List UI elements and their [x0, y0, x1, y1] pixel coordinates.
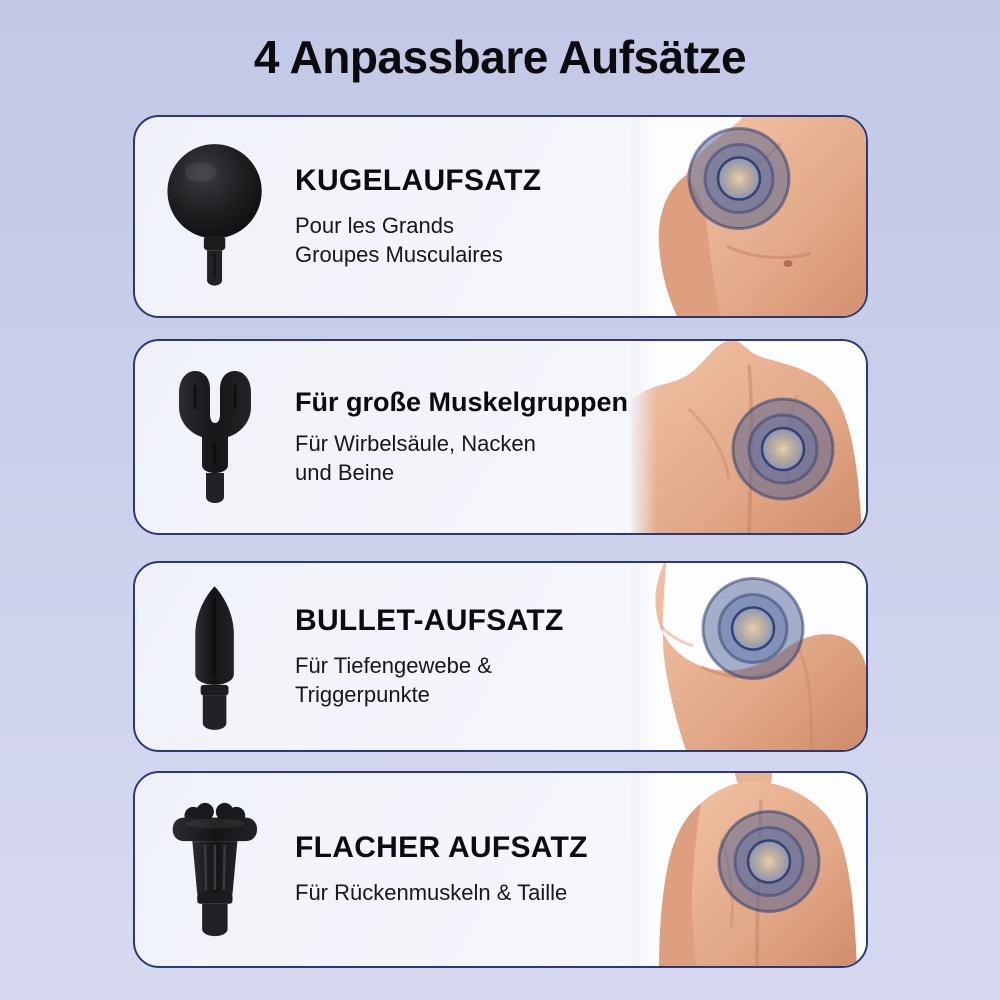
page-title: 4 Anpassbare Aufsätze [253, 31, 747, 83]
card-ball-attachment [133, 115, 868, 318]
ball-attachment-icon [135, 142, 295, 292]
description-line: Für Rückenmuskeln & Taille [295, 880, 568, 906]
card-bullet-attachment [133, 561, 868, 752]
description-line: Groupes Musculaires [295, 242, 503, 267]
description-line: und Beine [295, 460, 395, 485]
body-photo-flexed-bicep [631, 563, 866, 750]
card-flat-attachment [133, 771, 868, 968]
description-line: Für Tiefengewebe & [295, 652, 492, 678]
bullet-attachment-icon [135, 582, 295, 732]
card-description [295, 211, 655, 270]
card-text [295, 831, 661, 907]
card-description [295, 651, 655, 710]
ripple-target-icon [719, 812, 819, 912]
card-heading: BULLET-AUFSATZ [295, 603, 564, 637]
body-photo-upper-back [631, 341, 866, 533]
card-description [295, 878, 655, 907]
card-heading: KUGELAUFSATZ [295, 163, 542, 197]
card-text [295, 164, 661, 270]
description-line: Triggerpunkte [295, 682, 430, 707]
card-fork-attachment [133, 339, 868, 535]
card-text [295, 387, 661, 488]
card-text [295, 604, 661, 710]
ripple-target-icon [689, 129, 789, 229]
card-heading: Für große Muskelgruppen [295, 386, 629, 417]
ripple-target-icon [703, 579, 803, 679]
ripple-target-icon [733, 399, 833, 499]
fork-attachment-icon [135, 367, 295, 507]
description-line: Für Wirbelsäule, Nacken [295, 430, 536, 456]
body-photo-shoulder-chest [631, 117, 866, 316]
card-description [295, 429, 655, 488]
card-heading: FLACHER AUFSATZ [295, 831, 588, 865]
flat-attachment-icon [135, 799, 295, 941]
description-line: Pour les Grands [295, 212, 454, 238]
body-photo-back-shoulder [631, 773, 866, 966]
